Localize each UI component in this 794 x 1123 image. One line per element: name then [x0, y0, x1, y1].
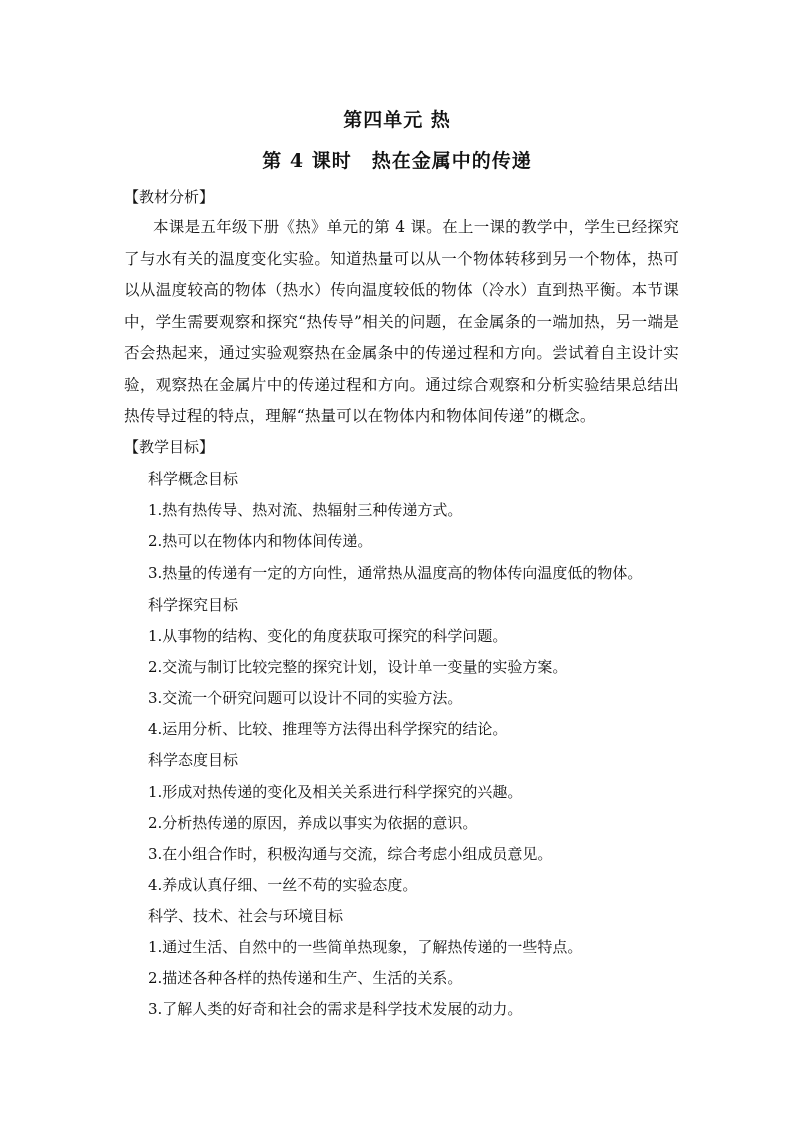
sts-goal-item: 1.通过生活、自然中的一些简单热现象，了解热传递的一些特点。 — [148, 938, 583, 956]
sts-goal-title: 科学、技术、社会与环境目标 — [148, 907, 344, 925]
inquiry-goal-title: 科学探究目标 — [148, 596, 239, 614]
analysis-paragraph: 本课是五年级下册《热》单元的第 4 课。在上一课的教学中，学生已经探究了与水有关的温度变化实验。知道热量可以从一个物体转移到另一个物体，热可以从温度较高的物体（热水）传向温度较低的物体（冷水）直到热平衡。本节课中，学生需要观察和探究“热传导”相关的问题，在金属条的一端加热，另一端是否会热起来，通过实验观察热在金属条中的传递过程和方向。尝试着自主设计实验，观察热在金属片中的传递过程和方向。通过综合观察和分析实验结果总结出热传导过程的特点，理解“热量可以在物体内和物体间传递”的概念。 — [124, 218, 679, 425]
attitude-goal-item: 2.分析热传递的原因，养成以事实为依据的意识。 — [148, 814, 478, 832]
lesson-title: 第 4 课时 热在金属中的传递 — [262, 150, 532, 172]
goals-heading: 【教学目标】 — [124, 438, 215, 456]
sts-goal-item: 3.了解人类的好奇和社会的需求是科学技术发展的动力。 — [148, 1000, 523, 1018]
inquiry-goal-item: 2.交流与制订比较完整的探究计划，设计单一变量的实验方案。 — [148, 658, 568, 676]
concept-goal-title: 科学概念目标 — [148, 470, 239, 488]
inquiry-goal-item: 4.运用分析、比较、推理等方法得出科学探究的结论。 — [148, 720, 508, 738]
analysis-heading: 【教材分析】 — [124, 188, 215, 206]
sts-goal-item: 2.描述各种各样的热传递和生产、生活的关系。 — [148, 969, 463, 987]
unit-title: 第四单元 热 — [343, 109, 451, 131]
inquiry-goal-item: 1.从事物的结构、变化的角度获取可探究的科学问题。 — [148, 627, 508, 645]
attitude-goal-item: 3.在小组合作时，积极沟通与交流，综合考虑小组成员意见。 — [148, 845, 553, 863]
inquiry-goal-item: 3.交流一个研究问题可以设计不同的实验方法。 — [148, 689, 463, 707]
concept-goal-item: 1.热有热传导、热对流、热辐射三种传递方式。 — [148, 501, 463, 519]
attitude-goal-title: 科学态度目标 — [148, 751, 239, 769]
attitude-goal-item: 4.养成认真仔细、一丝不苟的实验态度。 — [148, 876, 418, 894]
concept-goal-item: 2.热可以在物体内和物体间传递。 — [148, 532, 373, 550]
concept-goal-item: 3.热量的传递有一定的方向性，通常热从温度高的物体传向温度低的物体。 — [148, 564, 643, 582]
attitude-goal-item: 1.形成对热传递的变化及相关关系进行科学探究的兴趣。 — [148, 783, 523, 801]
